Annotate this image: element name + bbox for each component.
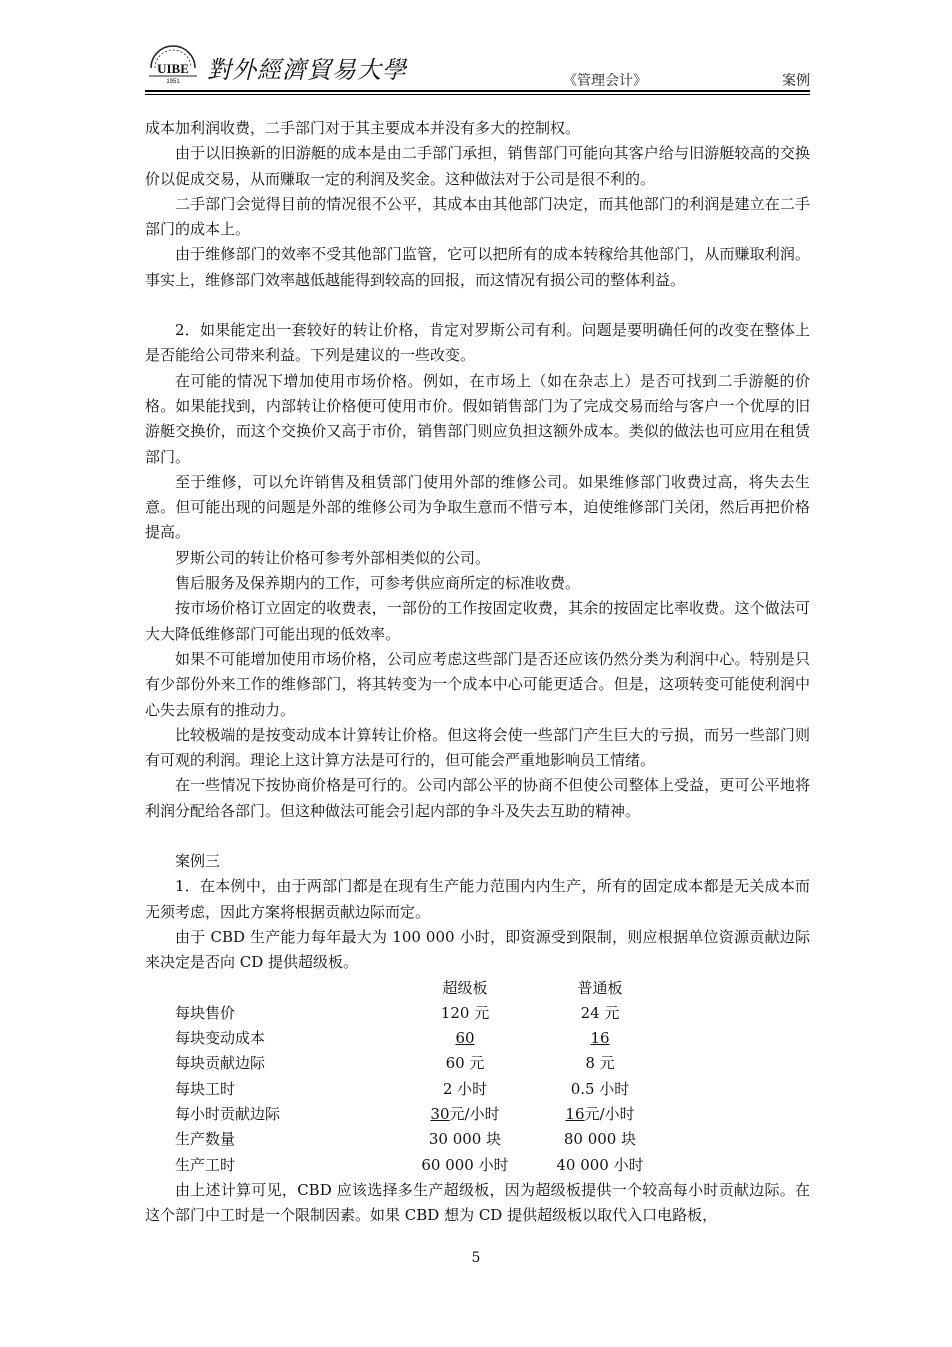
svg-text:1951: 1951: [166, 79, 180, 85]
table-header-cell: 普通板: [577, 978, 623, 997]
row-label: 每块工时: [175, 1079, 236, 1098]
table-row: [145, 1026, 660, 1051]
paragraph: 由上述计算可见，CBD 应该选择多生产超级板，因为超级板提供一个较高每小时贡献边际。在这个部门中工时是一个限制因素。如果 CBD 想为 CD 提供超级板以取代入口电路板，: [145, 1180, 810, 1225]
university-logo: [145, 40, 201, 86]
table-cell: 30 000 块: [428, 1130, 502, 1149]
contribution-table: [145, 976, 660, 1178]
table-cell: 8 元: [585, 1054, 615, 1073]
table-row: [145, 1051, 660, 1076]
paragraph: 2．如果能定出一套较好的转让价格，肯定对罗斯公司有利。问题是要明确任何的改变在整体上是否能给公司带来利益。下列是建议的一些改变。: [145, 321, 810, 365]
paragraph: 由于以旧换新的旧游艇的成本是由二手部门承担，销售部门可能向其客户给与旧游艇较高的交换价以促成交易，从而赚取一定的利润及奖金。这种做法对于公司是很不利的。: [145, 144, 810, 188]
row-label: 每块变动成本: [175, 1029, 266, 1048]
table-row: [145, 1001, 660, 1026]
paragraph: 二手部门会觉得目前的情况很不公平，其成本由其他部门决定，而其他部门的利润是建立在二手部门的成本上。: [145, 194, 810, 239]
paragraph: 成本加利润收费，二手部门对于其主要成本并没有多大的控制权。: [145, 119, 581, 137]
page-number: 5: [471, 1250, 481, 1266]
table-cell-unit: 元/小时: [449, 1104, 500, 1123]
paragraph: 1．在本例中，由于两部门都是在现有生产能力范围内内生产，所有的固定成本都是无关成本而无须考虑，因此方案将根据贡献边际而定。: [145, 877, 810, 921]
row-label: 每块售价: [175, 1003, 236, 1022]
row-label: 生产数量: [175, 1130, 236, 1149]
course-title: 《管理会计》: [563, 73, 647, 89]
table-cell: 0.5 小时: [570, 1079, 630, 1098]
table-cell-unit: 元/小时: [584, 1104, 635, 1123]
paragraph: 在可能的情况下增加使用市场价格。例如，在市场上（如在杂志上）是否可找到二手游艇的价格。如果能找到，内部转让价格便可使用市价。假如销售部门为了完成交易而给与客户一个优厚的旧游艇交换价，而这个交换价又高于市价，销售部门则应负担这额外成本。类似的做法也可应用在租赁部门。: [145, 371, 810, 466]
svg-text:UIBE: UIBE: [157, 61, 189, 76]
table-row: [145, 1077, 660, 1102]
case-title: 案例三: [175, 852, 221, 871]
table-row: [145, 1153, 660, 1178]
page-header: [145, 40, 810, 92]
header-rule: [145, 90, 810, 92]
paragraph: 如果不可能增加使用市场价格，公司应考虑这些部门是否还应该仍然分类为利润中心。特别是只有少部份外来工作的维修部门，将其转变为一个成本中心可能更适合。但是，这项转变可能使利润中心失去原有的推动力。: [145, 649, 810, 719]
table-cell: 16: [590, 1029, 610, 1048]
document-body: [145, 116, 810, 1228]
row-label: 每小时贡献边际: [175, 1104, 281, 1123]
paragraph: 由于 CBD 生产能力每年最大为 100 000 小时，即资源受到限制，则应根据单位资源贡献边际来决定是否向 CD 提供超级板。: [145, 927, 810, 972]
university-name: 對外經濟貿易大學: [207, 56, 407, 84]
table-header-row: [145, 976, 660, 1001]
table-row: [145, 1102, 660, 1127]
table-cell: 60 元: [445, 1054, 485, 1073]
table-header-cell: 超级板: [442, 978, 488, 997]
header-rule-thin: [145, 94, 810, 95]
paragraph: 罗斯公司的转让价格可参考外部相类似的公司。: [175, 548, 491, 567]
table-cell: 80 000 块: [563, 1130, 637, 1149]
table-cell: 60 000 小时: [421, 1155, 509, 1174]
row-label: 生产工时: [175, 1155, 236, 1174]
row-label: 每块贡献边际: [175, 1054, 266, 1073]
paragraph: 至于维修，可以允许销售及租赁部门使用外部的维修公司。如果维修部门收费过高，将失去生意。但可能出现的问题是外部的维修公司为争取生意而不惜亏本，迫使维修部门关闭，然后再把价格提高。: [145, 472, 810, 542]
table-cell: 24 元: [580, 1003, 620, 1022]
paragraph: 售后服务及保养期内的工作，可参考供应商所定的标准收费。: [175, 574, 581, 593]
paragraph: 在一些情况下按协商价格是可行的。公司内部公平的协商不但使公司整体上受益，更可公平地将利润分配给各部门。但这种做法可能会引起内部的争斗及失去互助的精神。: [145, 776, 810, 820]
table-header-cell: [145, 976, 390, 1001]
table-cell: 40 000 小时: [556, 1155, 644, 1174]
table-cell: 60: [455, 1029, 475, 1048]
paragraph: 按市场价格订立固定的收费表，一部份的工作按固定收费，其余的按固定比率收费。这个做法可大大降低维修部门可能出现的低效率。: [145, 599, 810, 643]
table-cell: 30: [430, 1104, 450, 1123]
table-cell: 120 元: [440, 1003, 490, 1022]
table-cell: 2 小时: [442, 1079, 488, 1098]
paragraph: 由于维修部门的效率不受其他部门监管，它可以把所有的成本转稼给其他部门，从而赚取利润。事实上，维修部门效率越低越能得到较高的回报，而这情况有损公司的整体利益。: [145, 245, 810, 289]
table-cell: 16: [565, 1104, 585, 1123]
table-row: [145, 1127, 660, 1152]
paragraph: 比较极端的是按变动成本计算转让价格。但这将会使一些部门产生巨大的亏损，而另一些部门则有可观的利润。理论上这计算方法是可行的，但可能会严重地影响员工情绪。: [145, 725, 810, 770]
section-label: 案例: [782, 73, 810, 89]
